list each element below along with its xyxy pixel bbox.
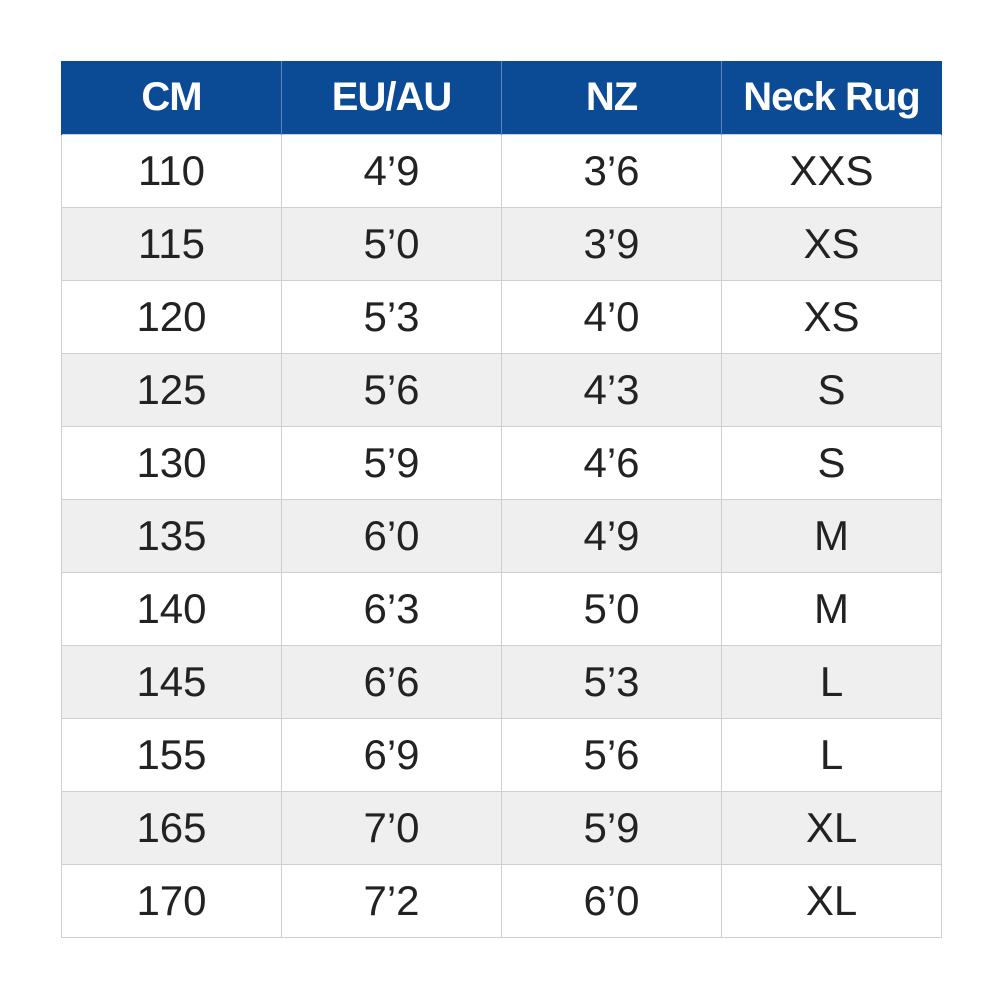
cell-nz: 4’0 [502,281,722,354]
cell-nz: 5’9 [502,792,722,865]
cell-cm: 170 [62,865,282,938]
cell-cm: 145 [62,646,282,719]
table-header [62,61,942,135]
cell-neck-rug: S [722,354,942,427]
cell-nz: 5’3 [502,646,722,719]
table-row [62,354,942,427]
size-chart-table [61,61,942,938]
cell-nz: 3’6 [502,135,722,208]
cell-nz: 5’6 [502,719,722,792]
cell-nz: 4’6 [502,427,722,500]
header-cm: CM [62,61,282,135]
cell-nz: 4’9 [502,500,722,573]
cell-eu-au: 5’0 [282,208,502,281]
cell-eu-au: 5’3 [282,281,502,354]
cell-neck-rug: M [722,500,942,573]
cell-cm: 115 [62,208,282,281]
cell-cm: 125 [62,354,282,427]
cell-neck-rug: XL [722,865,942,938]
cell-neck-rug: S [722,427,942,500]
cell-eu-au: 5’6 [282,354,502,427]
cell-neck-rug: XL [722,792,942,865]
table-row [62,135,942,208]
header-eu-au: EU/AU [282,61,502,135]
cell-cm: 140 [62,573,282,646]
cell-nz: 4’3 [502,354,722,427]
cell-cm: 130 [62,427,282,500]
cell-eu-au: 6’9 [282,719,502,792]
cell-eu-au: 6’6 [282,646,502,719]
cell-neck-rug: M [722,573,942,646]
cell-cm: 110 [62,135,282,208]
cell-neck-rug: L [722,719,942,792]
table-row [62,208,942,281]
table-row [62,719,942,792]
cell-eu-au: 6’3 [282,573,502,646]
cell-cm: 120 [62,281,282,354]
cell-neck-rug: XS [722,281,942,354]
cell-cm: 165 [62,792,282,865]
table-row [62,792,942,865]
cell-neck-rug: L [722,646,942,719]
table-row [62,646,942,719]
header-row [62,61,942,135]
cell-nz: 5’0 [502,573,722,646]
cell-neck-rug: XXS [722,135,942,208]
header-nz: NZ [502,61,722,135]
cell-eu-au: 7’0 [282,792,502,865]
table-row [62,281,942,354]
cell-eu-au: 5’9 [282,427,502,500]
cell-neck-rug: XS [722,208,942,281]
table-row [62,427,942,500]
cell-nz: 6’0 [502,865,722,938]
cell-cm: 135 [62,500,282,573]
table-row [62,573,942,646]
table-row [62,865,942,938]
table-row [62,500,942,573]
header-neck-rug: Neck Rug [722,61,942,135]
cell-eu-au: 4’9 [282,135,502,208]
cell-cm: 155 [62,719,282,792]
cell-eu-au: 6’0 [282,500,502,573]
cell-eu-au: 7’2 [282,865,502,938]
cell-nz: 3’9 [502,208,722,281]
table-body [62,135,942,938]
